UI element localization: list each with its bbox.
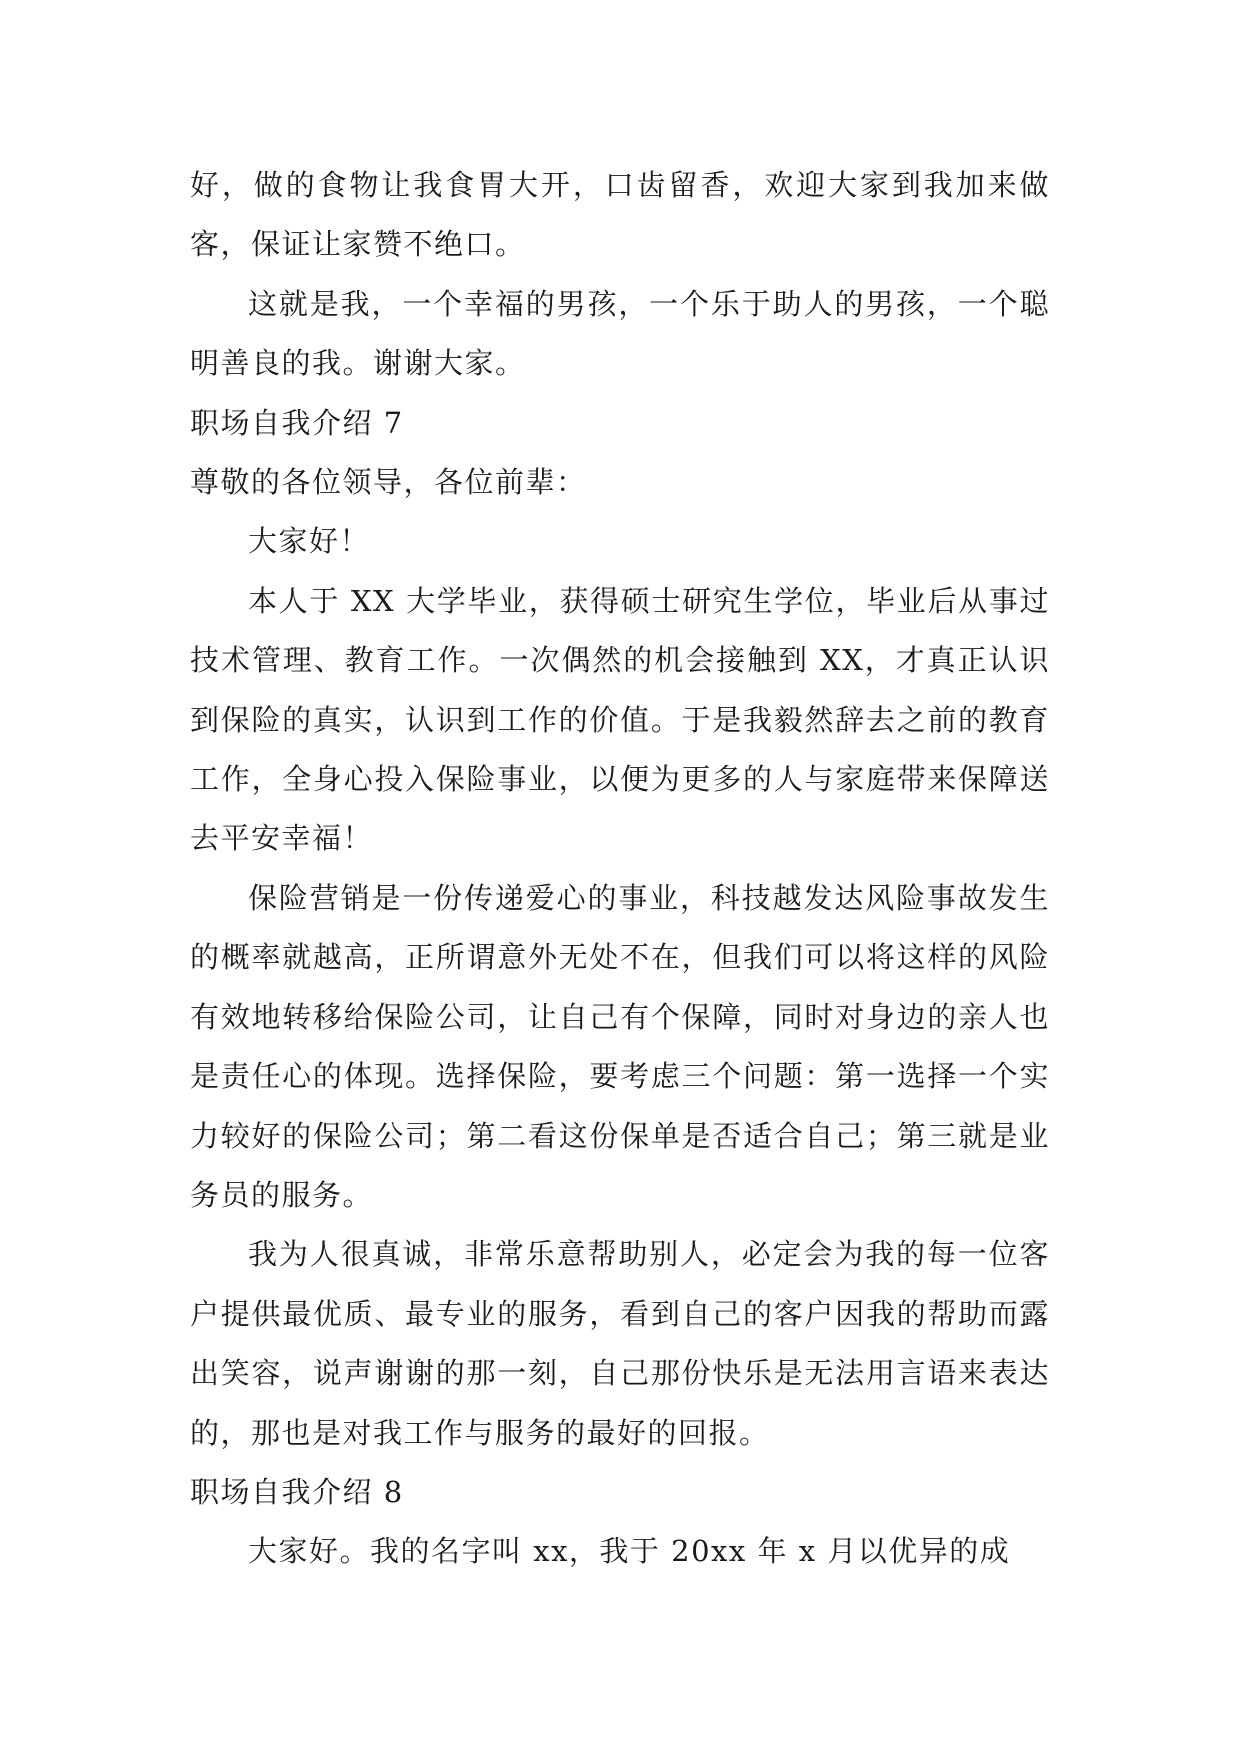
paragraph: 本人于 XX 大学毕业，获得硕士研究生学位，毕业后从事过技术管理、教育工作。一次偶然的机会接触到 XX，才真正认识到保险的真实，认识到工作的价值。于是我毅然辞去之前的教育工作，全身心投入保险事业，以便为更多的人与家庭带来保障送去平安幸福！ bbox=[190, 583, 1050, 856]
paragraph: 好，做的食物让我食胃大开，口齿留香，欢迎大家到我加来做客，保证让家赞不绝口。 bbox=[190, 168, 1050, 262]
greeting: 大家好！ bbox=[248, 524, 371, 559]
section-heading: 职场自我介绍 8 bbox=[190, 1474, 404, 1509]
document-body bbox=[190, 156, 1050, 1582]
salutation: 尊敬的各位领导，各位前辈： bbox=[190, 465, 587, 500]
paragraph: 保险营销是一份传递爱心的事业，科技越发达风险事故发生的概率就越高，正所谓意外无处不在，但我们可以将这样的风险有效地转移给保险公司，让自己有个保障，同时对身边的亲人也是责任心的体现。选择保险，要考虑三个问题：第一选择一个实力较好的保险公司；第二看这份保单是否适合自己；第三就是业务员的服务。 bbox=[190, 880, 1050, 1212]
paragraph: 这就是我，一个幸福的男孩，一个乐于助人的男孩，一个聪明善良的我。谢谢大家。 bbox=[190, 286, 1050, 381]
section-heading: 职场自我介绍 7 bbox=[190, 405, 404, 440]
paragraph: 大家好。我的名字叫 xx，我于 20xx 年 x 月以优异的成 bbox=[248, 1534, 1011, 1569]
paragraph: 我为人很真诚，非常乐意帮助别人，必定会为我的每一位客户提供最优质、最专业的服务，看到自己的客户因我的帮助而露出笑容，说声谢谢的那一刻，自己那份快乐是无法用言语来表达的，那也是对我工作与服务的最好的回报。 bbox=[190, 1237, 1050, 1450]
